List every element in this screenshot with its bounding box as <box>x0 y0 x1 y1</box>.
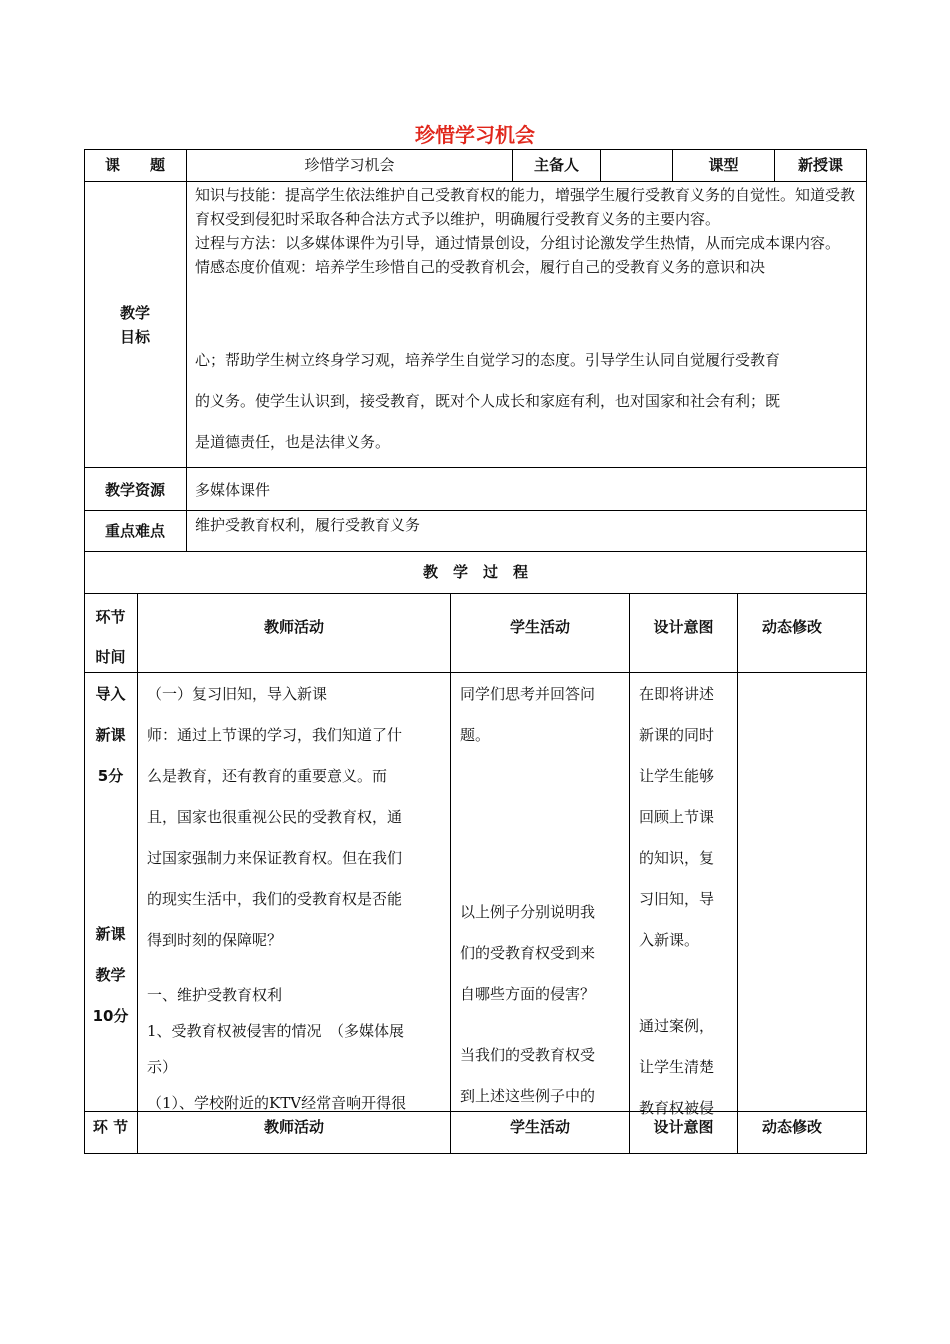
stage-header-line1: 环节 <box>95 608 126 626</box>
row-line <box>84 672 867 673</box>
teacher-activity-intro <box>147 674 447 961</box>
goal-emotion-line: 情感态度价值观：培养学生珍惜自己的受教育机会，履行自己的受教育义务的意识和决 <box>195 258 766 276</box>
student-line: 当我们的受教育权受 <box>460 1046 596 1064</box>
footer-stage-header: 环 节 <box>92 1118 129 1136</box>
topic-value: 珍惜学习机会 <box>304 156 395 174</box>
teacher-line: 1、受教育权被侵害的情况 （多媒体展 <box>147 1022 405 1040</box>
student-line: 题。 <box>460 726 491 744</box>
type-value: 新授课 <box>797 156 843 174</box>
stage-header-line2: 时间 <box>95 648 126 666</box>
teacher-line: 的现实生活中，我们的受教育权是否能 <box>147 890 403 908</box>
student-line: 到上述这些例子中的 <box>460 1087 596 1105</box>
lesson-plan-table <box>84 149 867 1154</box>
student-line: 同学们思考并回答问 <box>460 685 596 703</box>
design-line: 在即将讲述 <box>639 685 715 703</box>
stage-text: 导入 <box>95 685 126 703</box>
teacher-line: 么是教育，还有教育的重要意义。而 <box>147 767 388 785</box>
teacher-activity-newlesson <box>147 977 447 1121</box>
goal-knowledge: 知识与技能：提高学生依法维护自己受教育权的能力，增强学生履行受教育义务的自觉性。知道受教育权受到侵犯时采取各种合法方式予以维护，明确履行受教育义务的主要内容。 <box>195 186 856 228</box>
revision-header: 动态修改 <box>761 618 822 636</box>
col-line <box>450 593 451 1154</box>
student-line: 们的受教育权受到来 <box>460 944 596 962</box>
student-activity-continued <box>460 1035 628 1117</box>
footer-revision-header: 动态修改 <box>761 1118 822 1136</box>
teacher-line: 示） <box>147 1058 178 1076</box>
stage-text: 教学 <box>95 966 126 984</box>
col-line <box>600 149 601 181</box>
goals-emotion-content <box>195 340 860 463</box>
footer-student-header: 学生活动 <box>509 1118 570 1136</box>
col-line <box>137 593 138 1154</box>
col-line <box>629 593 630 1154</box>
student-header: 学生活动 <box>509 618 570 636</box>
table-border-right <box>866 149 867 1154</box>
teacher-line: 师：通过上节课的学习，我们知道了什 <box>147 726 403 744</box>
design-line: 入新课。 <box>639 931 700 949</box>
row-line <box>84 551 867 552</box>
footer-design-header: 设计意图 <box>653 1118 714 1136</box>
key-points-label: 重点难点 <box>104 522 165 540</box>
topic-label: 课 题 <box>104 156 165 174</box>
design-header: 设计意图 <box>653 618 714 636</box>
document-title: 珍惜学习机会 <box>415 123 535 147</box>
teacher-line: （一）复习旧知，导入新课 <box>147 685 328 703</box>
process-title: 教 学 过 程 <box>422 563 528 581</box>
resources-value: 多媒体课件 <box>195 481 271 499</box>
stage-text: 5分 <box>97 767 124 785</box>
preparer-label: 主备人 <box>533 156 579 174</box>
teacher-line: 得到时刻的保障呢？ <box>147 931 283 949</box>
design-line: 的知识，复 <box>639 849 715 867</box>
design-line: 让学生清楚 <box>639 1058 715 1076</box>
teacher-line: 过国家强制力来保证教育权。但在我们 <box>147 849 403 867</box>
student-activity-newlesson <box>460 892 628 1015</box>
goals-label-line1: 教学 <box>119 304 150 322</box>
stage-header <box>84 597 137 677</box>
design-line: 教育权被侵 <box>639 1099 715 1117</box>
stage-text: 10分 <box>92 1007 129 1025</box>
row-line <box>84 510 867 511</box>
design-line: 习旧知，导 <box>639 890 715 908</box>
resources-label: 教学资源 <box>104 481 165 499</box>
goal-emotion-line: 心；帮助学生树立终身学习观，培养学生自觉学习的态度。引导学生认同自觉履行受教育 <box>195 351 781 369</box>
student-line: 自哪些方面的侵害？ <box>460 985 596 1003</box>
table-border-bottom <box>84 1153 867 1154</box>
stage-cell-newlesson <box>84 914 137 1037</box>
row-line <box>84 593 867 594</box>
student-line: 以上例子分别说明我 <box>460 903 596 921</box>
design-line: 通过案例， <box>639 1017 715 1035</box>
goals-label-line2: 目标 <box>119 328 150 346</box>
col-line <box>737 593 738 1154</box>
goal-emotion-line: 是道德责任，也是法律义务。 <box>195 433 391 451</box>
stage-text: 新课 <box>95 925 126 943</box>
teacher-header: 教师活动 <box>263 618 324 636</box>
goal-process: 过程与方法：以多媒体课件为引导，通过情景创设，分组讨论激发学生热情，从而完成本课内容。 <box>195 234 841 252</box>
design-intent-intro <box>639 674 737 961</box>
student-activity-intro <box>460 674 628 756</box>
row-line <box>84 467 867 468</box>
table-border-top <box>84 149 867 150</box>
row-line <box>84 181 867 182</box>
goals-content <box>195 183 860 279</box>
stage-text: 新课 <box>95 726 126 744</box>
type-label: 课型 <box>708 156 739 174</box>
teacher-line: 一、维护受教育权利 <box>147 986 283 1004</box>
footer-teacher-header: 教师活动 <box>263 1118 324 1136</box>
stage-cell-intro <box>84 674 137 797</box>
goal-emotion-line: 的义务。使学生认识到，接受教育，既对个人成长和家庭有利，也对国家和社会有利；既 <box>195 392 781 410</box>
teacher-line: （1）、学校附近的KTV经常音响开得很 <box>147 1094 407 1112</box>
teacher-line: 且，国家也很重视公民的受教育权，通 <box>147 808 403 826</box>
design-intent-newlesson <box>639 1006 737 1129</box>
design-line: 让学生能够 <box>639 767 715 785</box>
col-line <box>186 149 187 551</box>
key-points-value: 维护受教育权利，履行受教育义务 <box>195 516 421 534</box>
design-line: 新课的同时 <box>639 726 715 744</box>
design-line: 回顾上节课 <box>639 808 715 826</box>
goals-label <box>84 301 186 349</box>
